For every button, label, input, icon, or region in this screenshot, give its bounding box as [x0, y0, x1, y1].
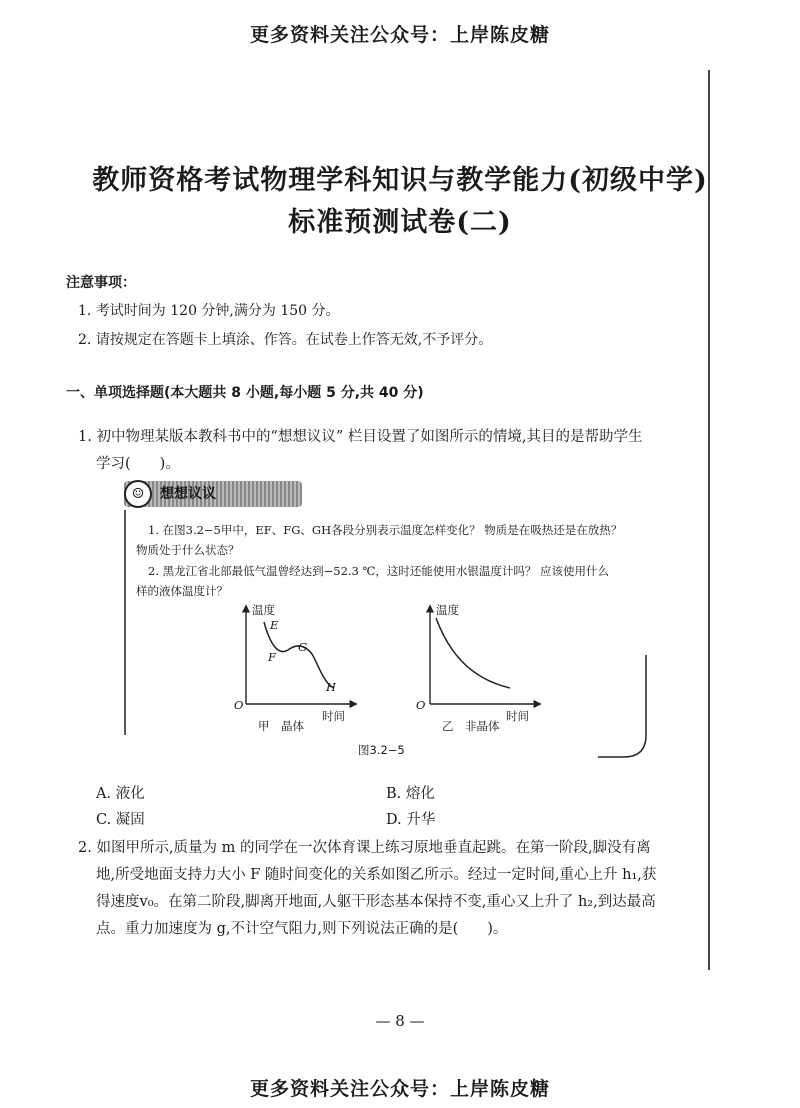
note-item: 2. 请按规定在答题卡上填涂、作答。在试卷上作答无效,不予评分。: [78, 332, 493, 348]
question-2-text: 2. 如图甲所示,质量为 m 的同学在一次体育课上练习原地垂直起跳。在第一阶段,脚没有离: [78, 840, 651, 856]
graph-amorphous-curve: [436, 618, 510, 688]
figure-right-border: [598, 655, 646, 757]
page-number: — 8 —: [375, 1012, 425, 1030]
graph-crystal-xlabel: 时间: [322, 709, 345, 723]
notes-heading: 注意事项：: [66, 275, 136, 291]
option-a: A. 液化: [96, 786, 145, 802]
option-c: C. 凝固: [96, 812, 145, 828]
banner-bottom: 更多资料关注公众号：上岸陈皮糖: [249, 1078, 550, 1100]
option-d: D. 升华: [386, 812, 436, 828]
graph-amorphous: [410, 600, 550, 730]
graph-crystal-point-e: E: [270, 618, 279, 632]
think-discuss-icon: ☺: [124, 480, 152, 508]
graph-amorphous-ylabel: 温度: [436, 603, 459, 617]
banner-top: 更多资料关注公众号：上岸陈皮糖: [249, 24, 550, 46]
figure-header: 想想议议: [124, 481, 302, 507]
question-1-text-cont: 学习( )。: [96, 456, 180, 472]
exam-title: 教师资格考试物理学科知识与教学能力(初级中学): [92, 165, 708, 196]
graph-crystal-point-h: H: [326, 680, 337, 694]
figure-question-1-cont: 物质处于什么状态？: [136, 543, 240, 557]
question-1-text: 1. 初中物理某版本教科书中的“想想议议” 栏目设置了如图所示的情境,其目的是帮助学生: [78, 429, 643, 445]
graph-crystal-caption: 甲 晶体: [258, 719, 304, 733]
exam-subtitle: 标准预测试卷(二): [288, 207, 512, 238]
question-2-text-cont: 得速度v₀。在第二阶段,脚离开地面,人躯干形态基本保持不变,重心又上升了 h₂,到达最高: [96, 894, 656, 910]
question-2-text-cont: 地,所受地面支持力大小 F 随时间变化的关系如图乙所示。经过一定时间,重心上升 h₁,获: [96, 867, 657, 883]
graph-crystal: [226, 600, 366, 730]
figure-question-2: 2. 黑龙江省北部最低气温曾经达到−52.3 ℃，这时还能使用水银温度计吗？ 应该使用什么: [148, 564, 610, 578]
graph-amorphous-origin: O: [416, 698, 426, 712]
figure-question-2-cont: 样的液体温度计？: [136, 584, 228, 598]
question-2-text-cont: 点。重力加速度为 g,不计空气阻力,则下列说法正确的是( )。: [96, 921, 508, 937]
graph-amorphous-xlabel: 时间: [506, 709, 529, 723]
section-heading: 一、单项选择题(本大题共 8 小题,每小题 5 分,共 40 分): [66, 385, 424, 401]
graph-crystal-point-g: G: [298, 640, 308, 654]
option-b: B. 熔化: [386, 786, 435, 802]
graph-crystal-origin: O: [234, 698, 244, 712]
figure-question-1: 1. 在图3.2−5甲中，EF、FG、GH各段分别表示温度怎样变化？ 物质是在吸热还是在放热？: [148, 523, 623, 537]
graph-amorphous-caption: 乙 非晶体: [442, 719, 500, 733]
graph-crystal-point-f: F: [268, 650, 276, 664]
figure-caption: 图3.2−5: [358, 743, 405, 757]
note-item: 1. 考试时间为 120 分钟,满分为 150 分。: [78, 303, 340, 319]
graph-crystal-ylabel: 温度: [252, 603, 275, 617]
